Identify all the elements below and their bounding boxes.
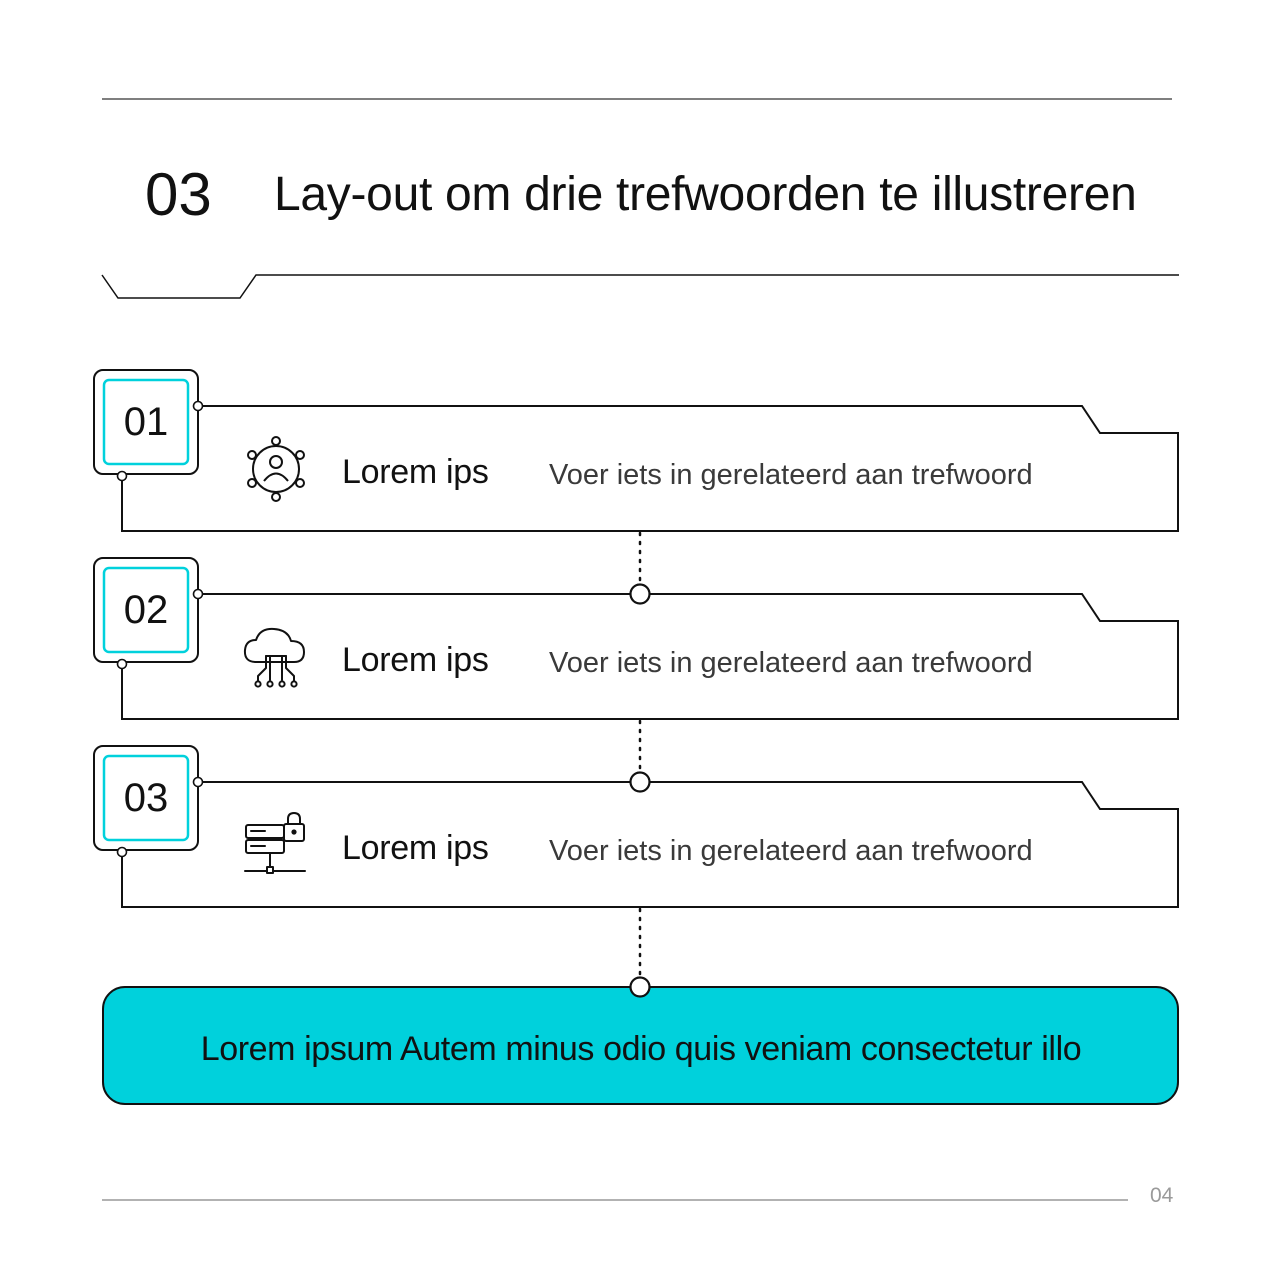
keyword-label: Lorem ips <box>342 641 489 679</box>
cloud-circuit-icon <box>245 629 304 687</box>
badge-node <box>118 848 127 857</box>
badge-node <box>118 660 127 669</box>
server-lock-icon <box>245 813 305 873</box>
summary-text: Lorem ipsum Autem minus odio quis veniam consectetur illo <box>200 1030 1082 1068</box>
keyword-description: Voer iets in gerelateerd aan trefwoord <box>549 459 1033 491</box>
page-number: 04 <box>1150 1184 1174 1207</box>
item-number: 01 <box>123 400 169 444</box>
keyword-label: Lorem ips <box>342 829 489 867</box>
badge-node <box>118 472 127 481</box>
badge-node <box>194 778 203 787</box>
network-user-icon <box>248 437 304 501</box>
connector-node <box>631 978 650 997</box>
connector-node <box>631 773 650 792</box>
keyword-description: Voer iets in gerelateerd aan trefwoord <box>549 835 1033 867</box>
section-number: 03 <box>145 161 212 228</box>
page-title: Lay-out om drie trefwoorden te illustreren <box>274 168 1137 221</box>
badge-node <box>194 402 203 411</box>
keyword-description: Voer iets in gerelateerd aan trefwoord <box>549 647 1033 679</box>
item-number: 03 <box>123 776 169 820</box>
item-number: 02 <box>123 588 169 632</box>
header-underline <box>102 275 1179 298</box>
badge-node <box>194 590 203 599</box>
keyword-label: Lorem ips <box>342 453 489 491</box>
connector-node <box>631 585 650 604</box>
